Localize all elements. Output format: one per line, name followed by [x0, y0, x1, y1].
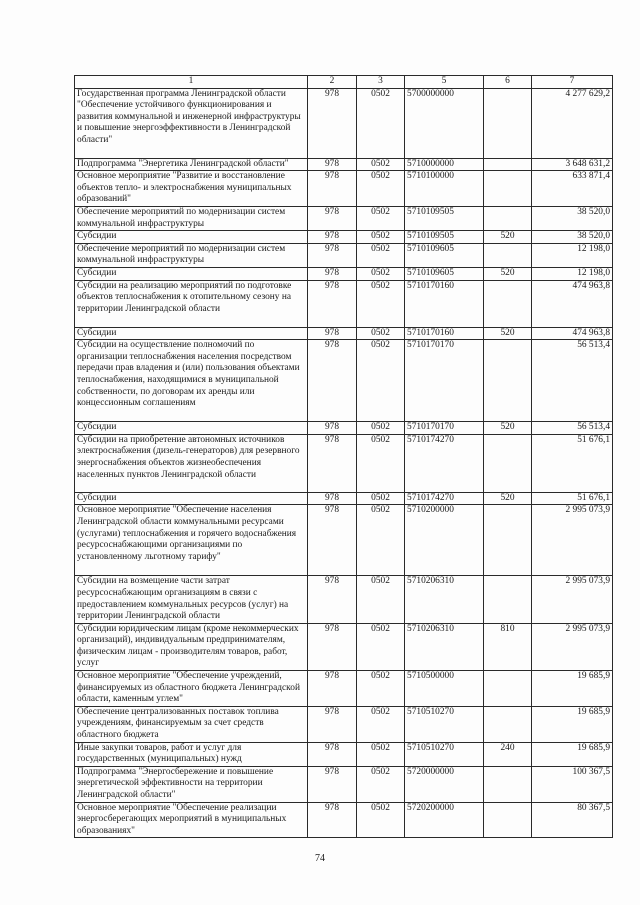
column-3-cell: 0502	[357, 742, 405, 766]
column-2-cell: 978	[308, 505, 357, 576]
table-row	[75, 267, 613, 280]
row-name-cell: Субсидии на возмещение части затрат ресурсоснабжающим организациям в связи с предоставлением коммунальных ресурсов (услуг) на территории Ленинградской области	[75, 576, 308, 623]
column-7-cell: 633 871,4	[532, 171, 613, 207]
row-name-cell: Основное мероприятие "Обеспечение реализации энергосберегающих мероприятий в муниципальных образованиях"	[75, 802, 308, 838]
table-row	[75, 742, 613, 766]
table-row	[75, 576, 613, 623]
column-7-cell: 2 995 073,9	[532, 623, 613, 670]
table-row	[75, 206, 613, 230]
column-3-cell: 0502	[357, 267, 405, 280]
row-name-cell: Субсидии на реализацию мероприятий по подготовке объектов теплоснабжения к отопительному сезону на территории Ленинградской области	[75, 280, 308, 327]
column-3-cell: 0502	[357, 623, 405, 670]
column-6-cell: 520	[484, 422, 532, 435]
column-5-cell: 5710510270	[405, 742, 484, 766]
column-6-cell	[484, 802, 532, 838]
table-row	[75, 280, 613, 327]
table-row	[75, 231, 613, 244]
column-5-cell: 5710109605	[405, 267, 484, 280]
header-row	[75, 76, 613, 89]
column-2-cell: 978	[308, 158, 357, 171]
row-name-cell: Субсидии	[75, 231, 308, 244]
table-row	[75, 802, 613, 838]
column-2-cell: 978	[308, 706, 357, 742]
column-5-cell: 5710174270	[405, 492, 484, 505]
row-name-cell: Субсидии	[75, 422, 308, 435]
column-3-cell: 0502	[357, 802, 405, 838]
row-name-cell: Основное мероприятие "Развитие и восстановление объектов тепло- и электроснабжения муниципальных образований"	[75, 171, 308, 207]
column-7-cell: 80 367,5	[532, 802, 613, 838]
column-3-cell: 0502	[357, 671, 405, 707]
row-name-cell: Субсидии	[75, 492, 308, 505]
column-5-cell: 5710500000	[405, 671, 484, 707]
column-3-cell: 0502	[357, 280, 405, 327]
column-3-cell: 0502	[357, 243, 405, 267]
row-name-cell: Подпрограмма "Энергосбережение и повышение энергетической эффективности на территории Ленинградской области"	[75, 766, 308, 802]
table-row	[75, 766, 613, 802]
column-5-cell: 5710170160	[405, 327, 484, 340]
column-5-cell: 5710510270	[405, 706, 484, 742]
column-5-cell: 5710206310	[405, 623, 484, 670]
column-2-cell: 978	[308, 327, 357, 340]
table-row	[75, 706, 613, 742]
row-name-cell: Обеспечение мероприятий по модернизации систем коммунальной инфраструктуры	[75, 206, 308, 230]
column-7-cell: 51 676,1	[532, 434, 613, 492]
column-5-cell: 5710200000	[405, 505, 484, 576]
column-7-cell: 56 513,4	[532, 340, 613, 422]
row-name-cell: Подпрограмма "Энергетика Ленинградской области"	[75, 158, 308, 171]
header-cell: 5	[405, 76, 484, 89]
column-6-cell	[484, 671, 532, 707]
column-2-cell: 978	[308, 766, 357, 802]
table-row	[75, 492, 613, 505]
column-2-cell: 978	[308, 434, 357, 492]
table-row	[75, 327, 613, 340]
row-name-cell: Субсидии на осуществление полномочий по организации теплоснабжения населения посредством передачи прав владения и (или) пользования объектами теплоснабжения, находящимися в муниципальной собственности, по договорам их аренды или концессионным соглашениям	[75, 340, 308, 422]
header-cell: 2	[308, 76, 357, 89]
row-name-cell: Основное мероприятие "Обеспечение учреждений, финансируемых из областного бюджета Ленинградской области, каменным углем"	[75, 671, 308, 707]
column-2-cell: 978	[308, 88, 357, 158]
column-6-cell	[484, 434, 532, 492]
column-5-cell: 5720200000	[405, 802, 484, 838]
column-3-cell: 0502	[357, 171, 405, 207]
row-name-cell: Субсидии на приобретение автономных источников электроснабжения (дизель-генераторов) для резервного энергоснабжения объектов жизнеобеспечения населенных пунктов Ленинградской области	[75, 434, 308, 492]
column-5-cell: 5710206310	[405, 576, 484, 623]
column-6-cell	[484, 706, 532, 742]
column-2-cell: 978	[308, 340, 357, 422]
column-7-cell: 19 685,9	[532, 742, 613, 766]
column-3-cell: 0502	[357, 206, 405, 230]
column-6-cell	[484, 505, 532, 576]
row-name-cell: Обеспечение мероприятий по модернизации систем коммунальной инфраструктуры	[75, 243, 308, 267]
column-6-cell: 520	[484, 327, 532, 340]
column-3-cell: 0502	[357, 158, 405, 171]
column-3-cell: 0502	[357, 88, 405, 158]
column-6-cell	[484, 158, 532, 171]
row-name-cell: Иные закупки товаров, работ и услуг для государственных (муниципальных) нужд	[75, 742, 308, 766]
column-6-cell	[484, 340, 532, 422]
column-2-cell: 978	[308, 671, 357, 707]
column-5-cell: 5710109605	[405, 243, 484, 267]
column-7-cell: 474 963,8	[532, 280, 613, 327]
column-6-cell	[484, 88, 532, 158]
column-6-cell	[484, 766, 532, 802]
column-5-cell: 5710170170	[405, 340, 484, 422]
column-6-cell: 240	[484, 742, 532, 766]
column-7-cell: 38 520,0	[532, 231, 613, 244]
table-row	[75, 422, 613, 435]
column-6-cell	[484, 171, 532, 207]
column-6-cell	[484, 243, 532, 267]
row-name-cell: Субсидии юридическим лицам (кроме некоммерческих организаций), индивидуальным предпринимателям, физическим лицам - производителям товаров, работ, услуг	[75, 623, 308, 670]
column-6-cell: 520	[484, 267, 532, 280]
column-3-cell: 0502	[357, 492, 405, 505]
column-6-cell	[484, 280, 532, 327]
row-name-cell: Основное мероприятие "Обеспечение населения Ленинградской области коммунальными ресурсами (услугами) теплоснабжения и горячего водоснабжения ресурсоснабжающими организациями по установленному льготному тарифу"	[75, 505, 308, 576]
row-name-cell: Государственная программа Ленинградской области "Обеспечение устойчивого функционирования и развития коммунальной и инженерной инфраструктуры и повышение энергоэффективности в Ленинградской области"	[75, 88, 308, 158]
column-2-cell: 978	[308, 267, 357, 280]
column-5-cell: 5710174270	[405, 434, 484, 492]
column-2-cell: 978	[308, 280, 357, 327]
column-3-cell: 0502	[357, 576, 405, 623]
column-3-cell: 0502	[357, 766, 405, 802]
column-7-cell: 474 963,8	[532, 327, 613, 340]
column-7-cell: 12 198,0	[532, 243, 613, 267]
column-6-cell: 810	[484, 623, 532, 670]
column-7-cell: 4 277 629,2	[532, 88, 613, 158]
column-2-cell: 978	[308, 422, 357, 435]
column-2-cell: 978	[308, 576, 357, 623]
row-name-cell: Субсидии	[75, 327, 308, 340]
page-number: 74	[315, 853, 325, 864]
column-7-cell: 2 995 073,9	[532, 505, 613, 576]
table-row	[75, 505, 613, 576]
column-7-cell: 2 995 073,9	[532, 576, 613, 623]
column-3-cell: 0502	[357, 434, 405, 492]
column-2-cell: 978	[308, 742, 357, 766]
column-5-cell: 5710170160	[405, 280, 484, 327]
header-cell: 7	[532, 76, 613, 89]
column-7-cell: 3 648 631,2	[532, 158, 613, 171]
column-2-cell: 978	[308, 206, 357, 230]
table-row	[75, 88, 613, 158]
column-5-cell: 5710100000	[405, 171, 484, 207]
column-7-cell: 38 520,0	[532, 206, 613, 230]
column-3-cell: 0502	[357, 422, 405, 435]
column-5-cell: 5710109505	[405, 231, 484, 244]
table-row	[75, 434, 613, 492]
column-6-cell: 520	[484, 492, 532, 505]
column-2-cell: 978	[308, 492, 357, 505]
column-2-cell: 978	[308, 171, 357, 207]
table-row	[75, 243, 613, 267]
row-name-cell: Субсидии	[75, 267, 308, 280]
column-6-cell	[484, 576, 532, 623]
column-5-cell: 5710000000	[405, 158, 484, 171]
column-6-cell: 520	[484, 231, 532, 244]
column-3-cell: 0502	[357, 706, 405, 742]
column-6-cell	[484, 206, 532, 230]
table-row	[75, 671, 613, 707]
column-3-cell: 0502	[357, 340, 405, 422]
column-2-cell: 978	[308, 231, 357, 244]
column-7-cell: 12 198,0	[532, 267, 613, 280]
column-2-cell: 978	[308, 623, 357, 670]
header-cell: 3	[357, 76, 405, 89]
column-3-cell: 0502	[357, 231, 405, 244]
column-2-cell: 978	[308, 802, 357, 838]
row-name-cell: Обеспечение централизованных поставок топлива учреждениям, финансируемым за счет средств областного бюджета	[75, 706, 308, 742]
budget-table	[74, 75, 613, 838]
table-row	[75, 340, 613, 422]
column-7-cell: 19 685,9	[532, 706, 613, 742]
column-2-cell: 978	[308, 243, 357, 267]
header-cell: 1	[75, 76, 308, 89]
table-row	[75, 158, 613, 171]
column-3-cell: 0502	[357, 327, 405, 340]
column-5-cell: 5720000000	[405, 766, 484, 802]
column-5-cell: 5710109505	[405, 206, 484, 230]
column-3-cell: 0502	[357, 505, 405, 576]
column-5-cell: 5700000000	[405, 88, 484, 158]
column-7-cell: 51 676,1	[532, 492, 613, 505]
table-row	[75, 171, 613, 207]
column-7-cell: 100 367,5	[532, 766, 613, 802]
column-5-cell: 5710170170	[405, 422, 484, 435]
header-cell: 6	[484, 76, 532, 89]
table-row	[75, 623, 613, 670]
column-7-cell: 56 513,4	[532, 422, 613, 435]
column-7-cell: 19 685,9	[532, 671, 613, 707]
